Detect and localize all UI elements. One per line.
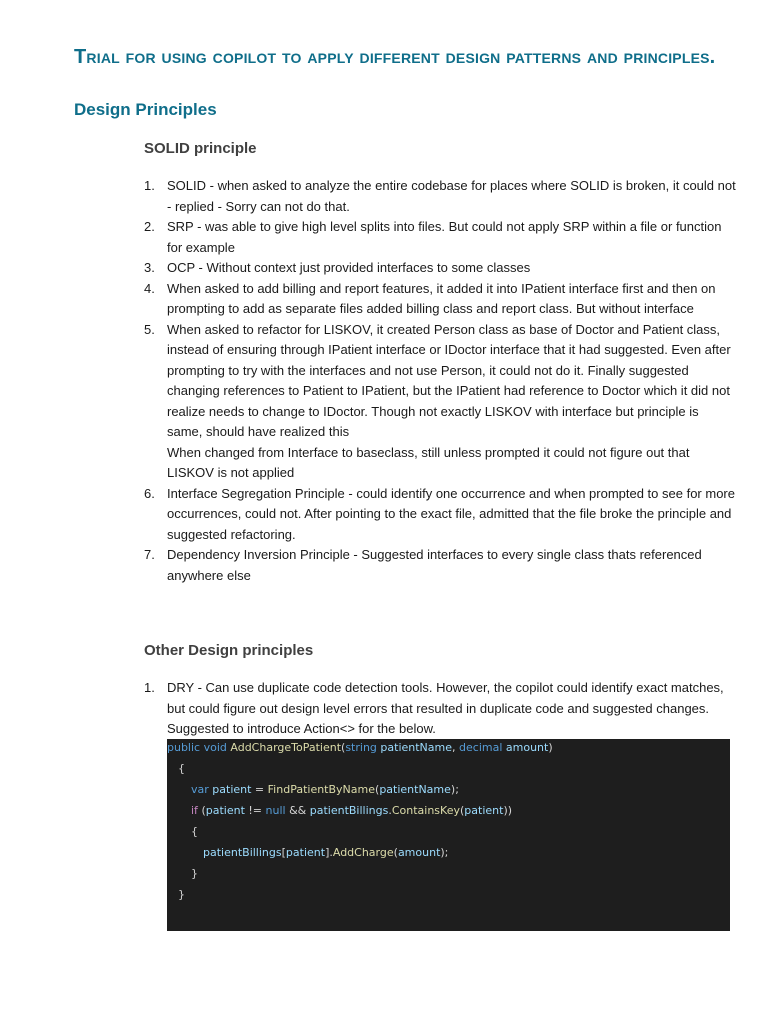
list-item-text: When asked to add billing and report features, it added it into IPatient interface first and then on prompting to add as separate files added billing class and report class. But without interface	[167, 280, 716, 316]
code-line	[191, 804, 512, 818]
list-item	[144, 279, 736, 320]
code-token: (	[201, 804, 206, 817]
code-token: !=	[244, 804, 266, 817]
code-token: var	[191, 783, 213, 796]
list-item	[144, 545, 736, 586]
code-token: patientBillings	[203, 846, 282, 859]
code-token: ,	[452, 741, 460, 754]
section-heading-design-principles: Design Principles	[74, 100, 217, 119]
code-token: ))	[503, 804, 513, 817]
code-token: =	[251, 783, 268, 796]
list-number: 2.	[144, 219, 155, 234]
code-token: patientBillings	[309, 804, 389, 817]
code-token: patient	[285, 846, 326, 859]
subheading-other-design-principles: Other Design principles	[144, 642, 314, 659]
code-token: )	[548, 741, 553, 754]
solid-principle-list	[144, 176, 736, 586]
code-block	[167, 739, 730, 931]
code-token: amount	[505, 741, 549, 754]
list-number: 5.	[144, 321, 155, 337]
code-token: amount	[397, 846, 441, 859]
list-number: 4.	[144, 280, 155, 296]
code-token: patient	[212, 783, 252, 796]
list-item	[144, 217, 736, 258]
code-token: &&	[285, 804, 310, 817]
code-line	[191, 783, 459, 797]
code-line	[178, 888, 185, 902]
list-item	[144, 320, 736, 484]
code-token: {	[178, 762, 185, 775]
list-item	[144, 678, 736, 740]
code-token: ].	[325, 846, 333, 859]
list-number: 7.	[144, 547, 155, 562]
code-token: patientName	[379, 783, 451, 796]
code-token: (	[393, 846, 398, 859]
list-item	[144, 176, 736, 217]
code-token: (	[459, 804, 465, 817]
list-item	[144, 484, 736, 546]
code-token: AddChargeToPatient	[230, 741, 342, 754]
subheading-solid-principle: SOLID principle	[144, 140, 257, 157]
code-token: AddCharge	[332, 846, 394, 859]
list-item-text: SOLID - when asked to analyze the entire codebase for places where SOLID is broken, it could not - replied - Sorry can not do that.	[167, 178, 736, 214]
code-token: public void	[167, 741, 231, 754]
document-title: Trial for using copilot to apply different design patterns and principles.	[74, 46, 716, 68]
code-token: (	[375, 783, 380, 796]
list-number: 1.	[144, 178, 155, 193]
code-token: patientName	[380, 741, 453, 754]
code-token: ContainsKey	[391, 804, 460, 817]
list-item-text: Interface Segregation Principle - could identify one occurrence and when prompted to see for more occurrences, could not. After pointing to the exact file, admitted that the file broke the principle and suggested refactoring.	[167, 485, 735, 542]
code-token: .	[388, 804, 392, 817]
code-token: }	[191, 867, 198, 880]
list-number: 6.	[144, 485, 155, 501]
list-item-text: Dependency Inversion Principle - Suggested interfaces to every single class thats referenced anywhere else	[167, 547, 702, 583]
list-item-extra-text: When changed from Interface to baseclass, still unless prompted it could not figure out that LISKOV is not applied	[167, 444, 690, 480]
code-token: string	[345, 741, 381, 754]
code-token: FindPatientByName	[267, 783, 376, 796]
list-number: 1.	[144, 680, 155, 695]
code-line	[178, 762, 185, 776]
list-item-text: DRY - Can use duplicate code detection tools. However, the copilot could identify exact matches, but could figure out design level errors that resulted in duplicate code and suggested changes. Suggested to introduce Action<> for the below.	[167, 680, 724, 736]
code-token: );	[450, 783, 459, 796]
code-token: (	[341, 741, 346, 754]
list-number: 3.	[144, 260, 155, 275]
code-token: }	[178, 888, 185, 901]
list-item-text: OCP - Without context just provided interfaces to some classes	[167, 260, 531, 275]
code-line	[191, 867, 198, 881]
list-item-text: When asked to refactor for LISKOV, it created Person class as base of Doctor and Patient class, instead of ensuring through IPatient interface or IDoctor interface that it had suggested. Even after prompting to try with the interfaces and not use Person, it could not do it. Finally suggested changing references to Patient to IPatient, but the IPatient had reference to Doctor which it did not realize needs to change to IDoctor. Though not exactly LISKOV with interface but principle is same, should have realized this	[167, 321, 731, 439]
code-token: patient	[464, 804, 504, 817]
code-token: null	[265, 804, 286, 817]
list-item-text: SRP - was able to give high level splits into files. But could not apply SRP within a file or function for example	[167, 219, 722, 255]
code-token: {	[191, 825, 198, 838]
code-token: decimal	[459, 741, 506, 754]
code-token: );	[440, 846, 449, 859]
list-item	[144, 258, 736, 279]
other-principles-list	[144, 678, 736, 740]
code-token: patient	[205, 804, 245, 817]
code-line	[167, 741, 553, 755]
code-line	[191, 825, 198, 839]
code-token: [	[281, 846, 286, 859]
code-line	[203, 846, 448, 860]
code-token: if	[191, 804, 202, 817]
